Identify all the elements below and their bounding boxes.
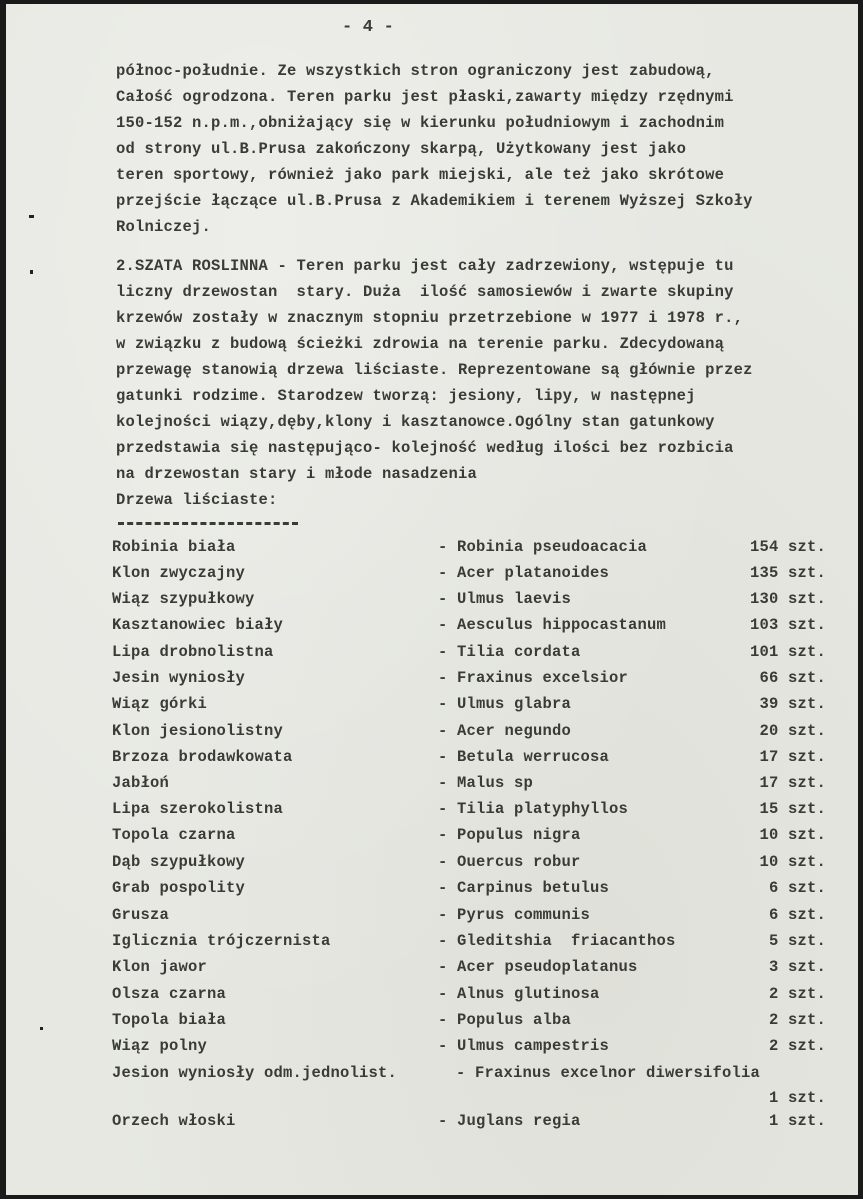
common-name: Wiąz szypułkowy [112, 590, 255, 608]
latin-name: - Tilia platyphyllos [438, 800, 629, 818]
list-heading: Drzewa liściaste: [116, 491, 278, 509]
latin-name: - Ulmus glabra [438, 695, 572, 713]
count: 17 szt. [759, 748, 826, 766]
document-page [6, 4, 858, 1195]
count: 1 szt. [768, 1112, 826, 1130]
intro-line: północ-południe. Ze wszystkich stron ograniczony jest zabudową, [116, 62, 715, 80]
table-row [6, 616, 858, 638]
common-name: Kasztanowiec biały [112, 616, 284, 634]
table-row [6, 1064, 858, 1112]
common-name: Wiąz polny [112, 1037, 208, 1055]
intro-line: przejście łączące ul.B.Prusa z Akademikiem i terenem Wyższej Szkoły [116, 192, 753, 210]
latin-name: - Gleditshia friacanthos [438, 932, 676, 950]
intro-line: teren sportowy, również jako park miejski, ale też jako skrótowe [116, 166, 725, 184]
heading-underline [118, 522, 298, 525]
latin-name: - Robinia pseudoacacia [438, 538, 648, 556]
common-name: Robinia biała [112, 538, 236, 556]
latin-name: - Carpinus betulus [438, 879, 610, 897]
common-name: Topola czarna [112, 826, 236, 844]
latin-name: - Populus alba [438, 1011, 572, 1029]
latin-name: - Juglans regia [438, 1112, 581, 1130]
common-name: Jesin wyniosły [112, 669, 246, 687]
section-line: 2.SZATA ROSLINNA - Teren parku jest cały zadrzewiony, wstępuje tu [116, 257, 734, 275]
common-name: Grab pospolity [112, 879, 246, 897]
common-name: Grusza [112, 906, 170, 924]
page-number: - 4 - [342, 18, 395, 37]
latin-name: - Populus nigra [438, 826, 581, 844]
table-row [6, 564, 858, 586]
common-name: Olsza czarna [112, 985, 227, 1003]
intro-line: od strony ul.B.Prusa zakończony skarpą, Użytkowany jest jako [116, 140, 687, 158]
table-row [6, 643, 858, 665]
section-line: na drzewostan stary i młode nasadzenia [116, 465, 478, 483]
latin-name: - Aesculus hippocastanum [438, 616, 667, 634]
count: 1 szt. [768, 1089, 826, 1107]
count: 17 szt. [759, 774, 826, 792]
table-row [6, 1112, 858, 1134]
common-name: Lipa szerokolistna [112, 800, 284, 818]
count: 103 szt. [749, 616, 826, 634]
count: 6 szt. [768, 879, 826, 897]
table-row [6, 669, 858, 691]
table-row [6, 590, 858, 612]
intro-line: Całość ogrodzona. Teren parku jest płaski,zawarty między rzędnymi [116, 88, 734, 106]
latin-name: - Ulmus campestris [438, 1037, 610, 1055]
latin-name: - Malus sp [438, 774, 534, 792]
table-row [6, 1037, 858, 1059]
count: 10 szt. [759, 826, 826, 844]
count: 15 szt. [759, 800, 826, 818]
table-row [6, 906, 858, 928]
common-name: Klon jesionolistny [112, 722, 284, 740]
margin-mark [30, 270, 33, 274]
latin-name: - Pyrus communis [438, 906, 591, 924]
common-name: Jabłoń [112, 774, 170, 792]
count: 101 szt. [749, 643, 826, 661]
common-name: Klon jawor [112, 958, 208, 976]
count: 2 szt. [768, 985, 826, 1003]
table-row [6, 538, 858, 560]
latin-name: - Alnus glutinosa [438, 985, 600, 1003]
latin-name: - Ulmus laevis [438, 590, 572, 608]
common-name: Lipa drobnolistna [112, 643, 274, 661]
common-name: Dąb szypułkowy [112, 853, 246, 871]
intro-line: 150-152 n.p.m.,obniżający się w kierunku południowym i zachodnim [116, 114, 725, 132]
margin-mark [40, 1027, 43, 1030]
latin-name: - Tilia cordata [438, 643, 581, 661]
latin-name: - Acer negundo [438, 722, 572, 740]
section-line: przewagę stanowią drzewa liściaste. Reprezentowane są głównie przez [116, 361, 753, 379]
section-line: przedstawia się następująco- kolejność według ilości bez rozbicia [116, 439, 734, 457]
common-name: Wiąz górki [112, 695, 208, 713]
count: 135 szt. [749, 564, 826, 582]
count: 66 szt. [759, 669, 826, 687]
table-row [6, 722, 858, 744]
table-row [6, 853, 858, 875]
margin-mark [29, 215, 34, 218]
table-row [6, 774, 858, 796]
table-row [6, 879, 858, 901]
table-row [6, 1011, 858, 1033]
common-name: Brzoza brodawkowata [112, 748, 293, 766]
table-row [6, 695, 858, 717]
table-row [6, 985, 858, 1007]
latin-name: - Acer pseudoplatanus [438, 958, 638, 976]
latin-name: - Fraxinus excelsior [438, 669, 629, 687]
section-line: kolejności wiązy,dęby,klony i kasztanowce.Ogólny stan gatunkowy [116, 413, 715, 431]
latin-name: - Betula werrucosa [438, 748, 610, 766]
section-line: gatunki rodzime. Starodzew tworzą: jesiony, lipy, w następnej [116, 387, 696, 405]
count: 3 szt. [768, 958, 826, 976]
count: 154 szt. [749, 538, 826, 556]
latin-name: - Ouercus robur [438, 853, 581, 871]
common-name: Orzech włoski [112, 1112, 236, 1130]
table-row [6, 800, 858, 822]
common-name: Klon zwyczajny [112, 564, 246, 582]
common-name: Jesion wyniosły odm.jednolist. [112, 1064, 398, 1082]
count: 130 szt. [749, 590, 826, 608]
count: 20 szt. [759, 722, 826, 740]
count: 5 szt. [768, 932, 826, 950]
table-row [6, 826, 858, 848]
common-name: Iglicznia trójczernista [112, 932, 331, 950]
count: 39 szt. [759, 695, 826, 713]
count: 2 szt. [768, 1011, 826, 1029]
section-line: krzewów zostały w znacznym stopniu przetrzebione w 1977 i 1978 r., [116, 309, 744, 327]
latin-name: - Fraxinus excelnor diwersifolia [456, 1064, 761, 1082]
table-row [6, 958, 858, 980]
intro-line: Rolniczej. [116, 218, 212, 236]
table-row [6, 748, 858, 770]
count: 6 szt. [768, 906, 826, 924]
section-line: liczny drzewostan stary. Duża ilość samosiewów i zwarte skupiny [116, 283, 734, 301]
latin-name: - Acer platanoides [438, 564, 610, 582]
count: 2 szt. [768, 1037, 826, 1055]
section-line: w związku z budową ścieżki zdrowia na terenie parku. Zdecydowaną [116, 335, 725, 353]
count: 10 szt. [759, 853, 826, 871]
table-row [6, 932, 858, 954]
common-name: Topola biała [112, 1011, 227, 1029]
